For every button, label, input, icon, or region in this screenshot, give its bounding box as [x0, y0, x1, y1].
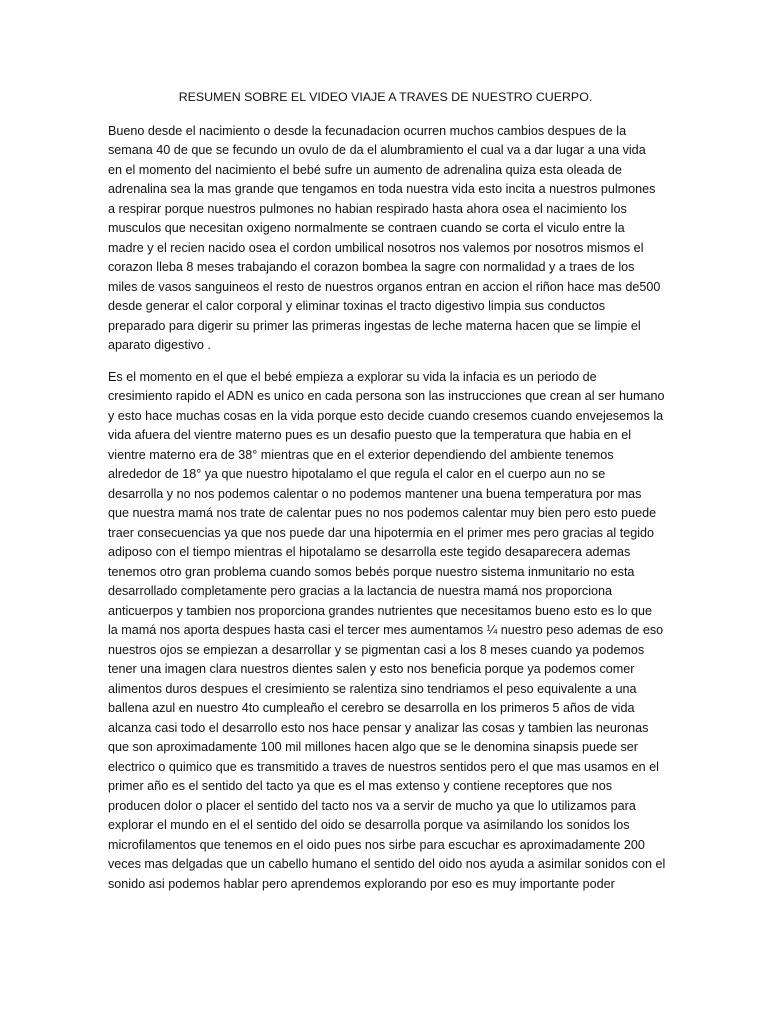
- text-line: electrico o quimico que es transmitido a traves de nuestros sentidos pero el que mas usamos en el: [108, 759, 659, 774]
- text-line: corazon lleba 8 meses trabajando el corazon bombea la sagre con normalidad y a traes de los: [108, 260, 635, 274]
- text-line: musculos que necesitan oxigeno normalmente se contraen cuando se corta el viculo entre la: [108, 221, 625, 235]
- text-line: a respirar porque nuestros pulmones no habian respirado hasta ahora osea el nacimiento los: [108, 201, 627, 216]
- text-line: ballena azul en nuestro 4to cumpleaño el cerebro se desarrolla en los primeros 5 años de vida: [108, 701, 635, 715]
- text-line: miles de vasos sanguineos el resto de nuestros organos entran en accion el riñon hace mas de500: [108, 279, 661, 294]
- text-line: madre y el recien nacido osea el cordon umbilical nosotros nos valemos por nosotros mismos el: [108, 240, 644, 255]
- text-line: semana 40 de que se fecundo un ovulo de da el alumbramiento el cual va a dar lugar a una vida: [108, 143, 646, 157]
- text-line: Es el momento en el que el bebé empieza a explorar su vida la infacia es un periodo de: [108, 369, 597, 384]
- text-line: y esto hace muchas cosas en la vida porque esto decide cuando cresemos cuando envejesemos la: [108, 408, 664, 423]
- text-line: microfilamentos que tenemos en el oido pues nos sirbe para escuchar es aproximadamente 200: [108, 837, 645, 852]
- text-line: producen dolor o placer el sentido del tacto nos va a servir de mucho ya que lo utilizamos para: [108, 798, 636, 813]
- text-line: que son aproximadamente 100 mil millones hacen algo que se le denomina sinapsis puede ser: [108, 740, 638, 754]
- text-line: preparado para digerir su primer las primeras ingestas de leche materna hacen que se limpie el: [108, 318, 641, 333]
- text-line: alimentos duros despues el cresimiento se ralentiza sino tendriamos el peso equivalente a una: [108, 681, 637, 696]
- text-line: que nuestra mamá nos trate de calentar pues no nos podemos calentar muy bien pero esto puede: [108, 506, 657, 520]
- paragraph-birth: [108, 122, 663, 356]
- text-line: cresimiento rapido el ADN es unico en cada persona son las instrucciones que crean al ser humano: [108, 389, 665, 403]
- text-line: nuestros ojos se empiezan a desarrollar y se pigmentan casi a los 8 meses cuando ya podemos: [108, 642, 645, 657]
- text-line: traer consecuencias ya que nos puede dar una hipotermia en el primer mes pero gracias al tegido: [108, 525, 655, 540]
- text-line: la mamá nos aporta despues hasta casi el tercer mes aumentamos ¼ nuestro peso ademas de eso: [108, 623, 664, 637]
- text-line: explorar el mundo en el el sentido del oido se desarrolla porque va asimilando los sonidos los: [108, 818, 630, 832]
- text-line: adrenalina sea la mas grande que tengamos en toda nuestra vida esto incita a nuestros pulmones: [108, 182, 656, 196]
- paragraph-infancy: [108, 368, 666, 895]
- text-line: desde generar el calor corporal y eliminar toxinas el tracto digestivo limpia sus conductos: [108, 299, 605, 313]
- text-line: vientre materno era de 38° mientras que en el exterior dependiendo del ambiente tenemos: [108, 447, 614, 462]
- text-line: sonido asi podemos hablar pero aprendemos explorando por eso es muy importante poder: [108, 876, 615, 891]
- text-line: vida afuera del vientre materno pues es un desafio puesto que la temperatura que habia en el: [108, 428, 631, 442]
- document-body: [108, 88, 666, 906]
- document-title: RESUMEN SOBRE EL VIDEO VIAJE A TRAVES DE NUESTRO CUERPO.: [178, 90, 593, 104]
- text-line: primer año es el sentido del tacto ya que es el mas extenso y contiene receptores que nos: [108, 779, 613, 793]
- text-line: alrededor de 18° ya que nuestro hipotalamo el que regula el calor en el cuerpo aun no se: [108, 467, 606, 481]
- text-line: tener una imagen clara nuestros dientes salen y esto nos beneficia porque ya podemos comer: [108, 662, 635, 676]
- text-line: alcanza casi todo el desarrollo esto nos hace pensar y analizar las cosas y tambien las neuronas: [108, 720, 649, 735]
- text-line: desarrolla y no nos podemos calentar o no podemos mantener una buena temperatura por mas: [108, 486, 642, 501]
- text-line: tenemos otro gran problema cuando somos bebés porque nuestro sistema inmunitario no esta: [108, 564, 635, 579]
- text-line: Bueno desde el nacimiento o desde la fecunadacion ocurren muchos cambios despues de la: [108, 123, 627, 138]
- text-line: en el momento del nacimiento el bebé sufre un aumento de adrenalina quiza esta oleada de: [108, 162, 622, 177]
- text-line: anticuerpos y tambien nos proporciona grandes nutrientes que necesitamos bueno esto es lo que: [108, 603, 652, 618]
- text-line: aparato digestivo .: [108, 338, 211, 352]
- text-line: veces mas delgadas que un cabello humano el sentido del oido nos ayuda a asimilar sonidos con el: [108, 857, 666, 871]
- text-line: adiposo con el tiempo mientras el hipotalamo se desarrolla este tegido desaparecera ademas: [108, 545, 631, 559]
- text-line: desarrollado completamente pero gracias a la lactancia de nuestra mamá nos proporciona: [108, 584, 613, 598]
